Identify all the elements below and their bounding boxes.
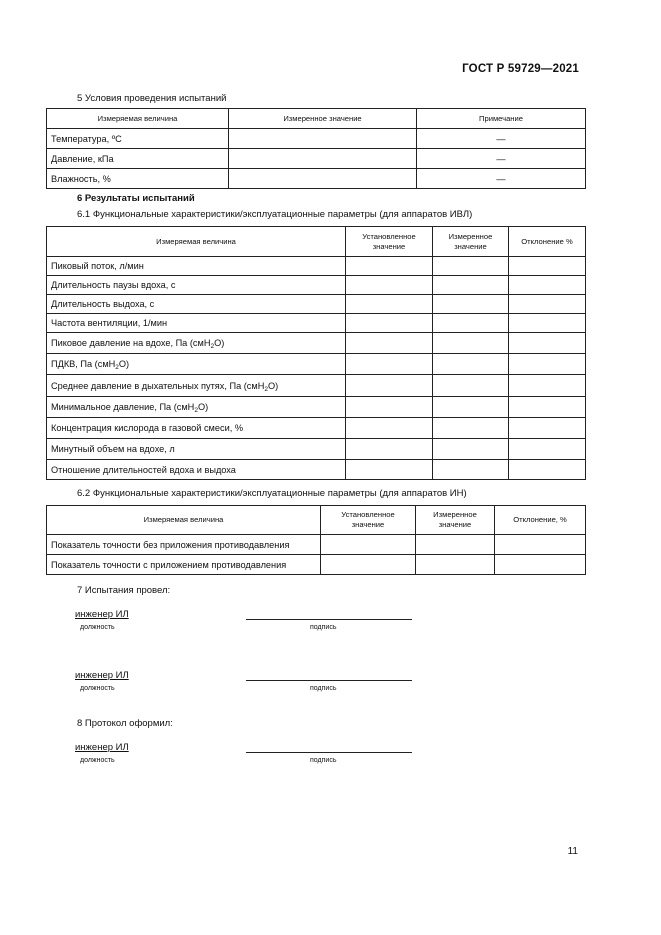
value-cell <box>229 129 417 149</box>
row-label: Давление, кПа <box>47 149 229 169</box>
note-cell: — <box>417 169 586 189</box>
row-label: ПДКВ, Па (смН$_2$О) <box>47 354 346 375</box>
table-row <box>47 295 586 314</box>
position-caption: должность <box>80 757 115 764</box>
signer-role: инженер ИЛ <box>75 742 129 753</box>
results-table-header <box>47 227 586 257</box>
row-label: Влажность, % <box>47 169 229 189</box>
row-label: Пиковый поток, л/мин <box>47 257 346 276</box>
col-header: Установленное значение <box>321 506 416 535</box>
table-row <box>47 460 586 480</box>
table-row <box>47 535 586 555</box>
table-row <box>47 314 586 333</box>
conditions-table <box>46 108 586 189</box>
signature-caption: подпись <box>310 624 337 631</box>
section-8-title: 8 Протокол оформил: <box>77 718 173 729</box>
col-header: Установленное значение <box>346 227 433 257</box>
col-header: Измеряемая величина <box>47 506 321 535</box>
document-id: ГОСТ Р 59729—2021 <box>462 63 579 75</box>
col-header: Отклонение % <box>509 227 586 257</box>
row-label: Длительность выдоха, с <box>47 295 346 314</box>
table-row <box>47 169 586 189</box>
value-cell <box>229 169 417 189</box>
signature-caption: подпись <box>310 685 337 692</box>
row-label: Минимальное давление, Па (смН$_2$О) <box>47 397 346 418</box>
section-7-title: 7 Испытания провел: <box>77 585 171 596</box>
table-row <box>47 397 586 418</box>
signer-role: инженер ИЛ <box>75 609 129 620</box>
table-row <box>47 276 586 295</box>
signature-line <box>246 619 412 620</box>
row-label: Температура, ºС <box>47 129 229 149</box>
page-number: 11 <box>567 846 578 857</box>
table-row <box>47 333 586 354</box>
col-header: Измеряемая величина <box>47 227 346 257</box>
row-label: Пиковое давление на вдохе, Па (смН$_2$О) <box>47 333 346 354</box>
table-row <box>47 418 586 439</box>
section-6-title: 6 Результаты испытаний <box>77 193 195 204</box>
row-label: Показатель точности с приложением противодавления <box>47 555 321 575</box>
note-cell: — <box>417 129 586 149</box>
table-row <box>47 375 586 397</box>
row-label: Среднее давление в дыхательных путях, Па (смН$_2$О) <box>47 375 346 397</box>
table-row <box>47 257 586 276</box>
col-header: Отклонение, % <box>495 506 586 535</box>
col-header: Измеренное значение <box>229 109 417 129</box>
row-label: Частота вентиляции, 1/мин <box>47 314 346 333</box>
table-row <box>47 555 586 575</box>
col-header: Измеренное значение <box>433 227 509 257</box>
table-row <box>47 149 586 169</box>
position-caption: должность <box>80 685 115 692</box>
note-cell: — <box>417 149 586 169</box>
signer-role: инженер ИЛ <box>75 670 129 681</box>
row-label: Длительность паузы вдоха, с <box>47 276 346 295</box>
table-row <box>47 354 586 375</box>
row-label: Минутный объем на вдохе, л <box>47 439 346 460</box>
table-row <box>47 439 586 460</box>
col-header: Примечание <box>417 109 586 129</box>
position-caption: должность <box>80 624 115 631</box>
col-header: Измеряемая величина <box>47 109 229 129</box>
signature-line <box>246 680 412 681</box>
row-label: Концентрация кислорода в газовой смеси, % <box>47 418 346 439</box>
section-6-2-title: 6.2 Функциональные характеристики/эксплуатационные параметры (для аппаратов ИН) <box>77 488 467 499</box>
signature-line <box>246 752 412 753</box>
ventilator-results-table <box>46 226 586 480</box>
row-label: Показатель точности без приложения противодавления <box>47 535 321 555</box>
value-cell <box>229 149 417 169</box>
table-row <box>47 129 586 149</box>
insufflator-results-table <box>46 505 586 575</box>
section-5-title: 5 Условия проведения испытаний <box>77 93 227 104</box>
results-table-header <box>47 506 586 535</box>
section-6-1-title: 6.1 Функциональные характеристики/эксплуатационные параметры (для аппаратов ИВЛ) <box>77 209 473 220</box>
signature-caption: подпись <box>310 757 337 764</box>
col-header: Измеренное значение <box>416 506 495 535</box>
conditions-table-header <box>47 109 586 129</box>
row-label: Отношение длительностей вдоха и выдоха <box>47 460 346 480</box>
